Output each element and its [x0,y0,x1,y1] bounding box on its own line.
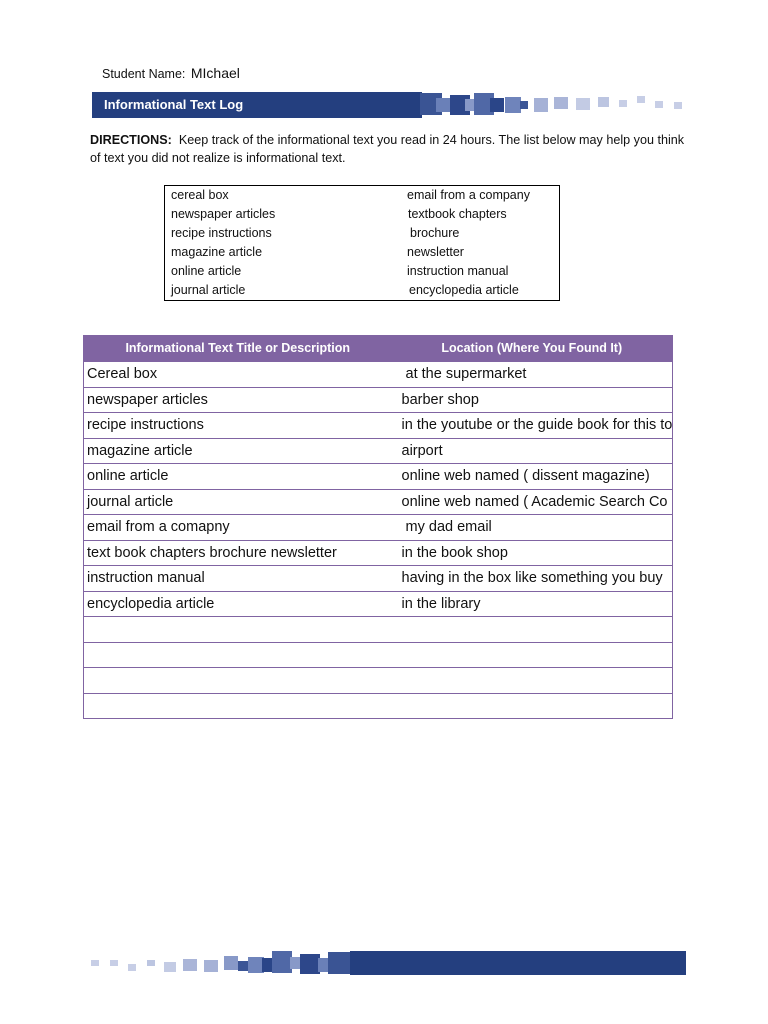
location-cell[interactable]: airport [392,438,673,464]
example-item: online article [171,264,242,278]
directions-text: Keep track of the informational text you read in 24 hours. The list below may help you think of text you did not realize is informational text. [90,133,685,165]
example-item: textbook chapters [408,207,507,221]
title-cell[interactable]: email from a comapny [84,515,392,541]
example-item: newsletter [407,245,464,259]
location-cell[interactable]: in the youtube or the guide book for this to [392,413,673,439]
example-text-list [164,185,560,301]
footer-banner [350,951,686,975]
location-cell[interactable]: online web named ( dissent magazine) [392,464,673,490]
location-cell[interactable]: my dad email [392,515,673,541]
example-item: magazine article [171,245,263,259]
location-cell[interactable]: in the book shop [392,540,673,566]
title-cell[interactable] [84,617,392,643]
location-cell[interactable]: at the supermarket [392,362,673,388]
table-row [84,387,673,413]
informational-text-log-table [83,335,673,719]
title-cell[interactable]: text book chapters brochure newsletter [84,540,392,566]
column-header-location: Location (Where You Found It) [392,335,673,362]
example-item: instruction manual [407,264,509,278]
example-item: brochure [410,226,460,240]
table-row [84,566,673,592]
table-row [84,413,673,439]
table-row [84,489,673,515]
title-cell[interactable]: encyclopedia article [84,591,392,617]
location-cell[interactable]: in the library [392,591,673,617]
title-cell[interactable]: recipe instructions [84,413,392,439]
table-row [84,668,673,694]
table-row [84,540,673,566]
location-cell[interactable] [392,693,673,719]
title-cell[interactable]: online article [84,464,392,490]
location-cell[interactable]: barber shop [392,387,673,413]
example-item: encyclopedia article [409,283,519,297]
location-cell[interactable] [392,668,673,694]
example-item: newspaper articles [171,207,276,221]
table-row [84,617,673,643]
table-header-row [84,335,673,362]
column-header-title: Informational Text Title or Description [84,335,392,362]
student-name-value: MIchael [190,65,240,81]
example-item: email from a company [407,188,530,202]
table-row [84,693,673,719]
title-cell[interactable]: magazine article [84,438,392,464]
title-cell[interactable]: instruction manual [84,566,392,592]
title-cell[interactable]: journal article [84,489,392,515]
location-cell[interactable]: online web named ( Academic Search Co [392,489,673,515]
example-item: journal article [171,283,246,297]
directions-label: DIRECTIONS: [90,133,172,147]
location-cell[interactable] [392,617,673,643]
page-title: Informational Text Log [104,97,244,112]
title-cell[interactable]: Cereal box [84,362,392,388]
directions-paragraph [90,131,690,167]
location-cell[interactable] [392,642,673,668]
title-cell[interactable] [84,693,392,719]
title-cell[interactable] [84,668,392,694]
table-row [84,642,673,668]
student-name-line [102,65,240,81]
table-row [84,362,673,388]
example-item: cereal box [171,188,229,202]
table-row [84,591,673,617]
student-name-label: Student Name: [102,67,186,81]
title-cell[interactable] [84,642,392,668]
title-cell[interactable]: newspaper articles [84,387,392,413]
example-item: recipe instructions [171,226,272,240]
table-row [84,515,673,541]
table-row [84,464,673,490]
location-cell[interactable]: having in the box like something you buy [392,566,673,592]
table-row [84,438,673,464]
